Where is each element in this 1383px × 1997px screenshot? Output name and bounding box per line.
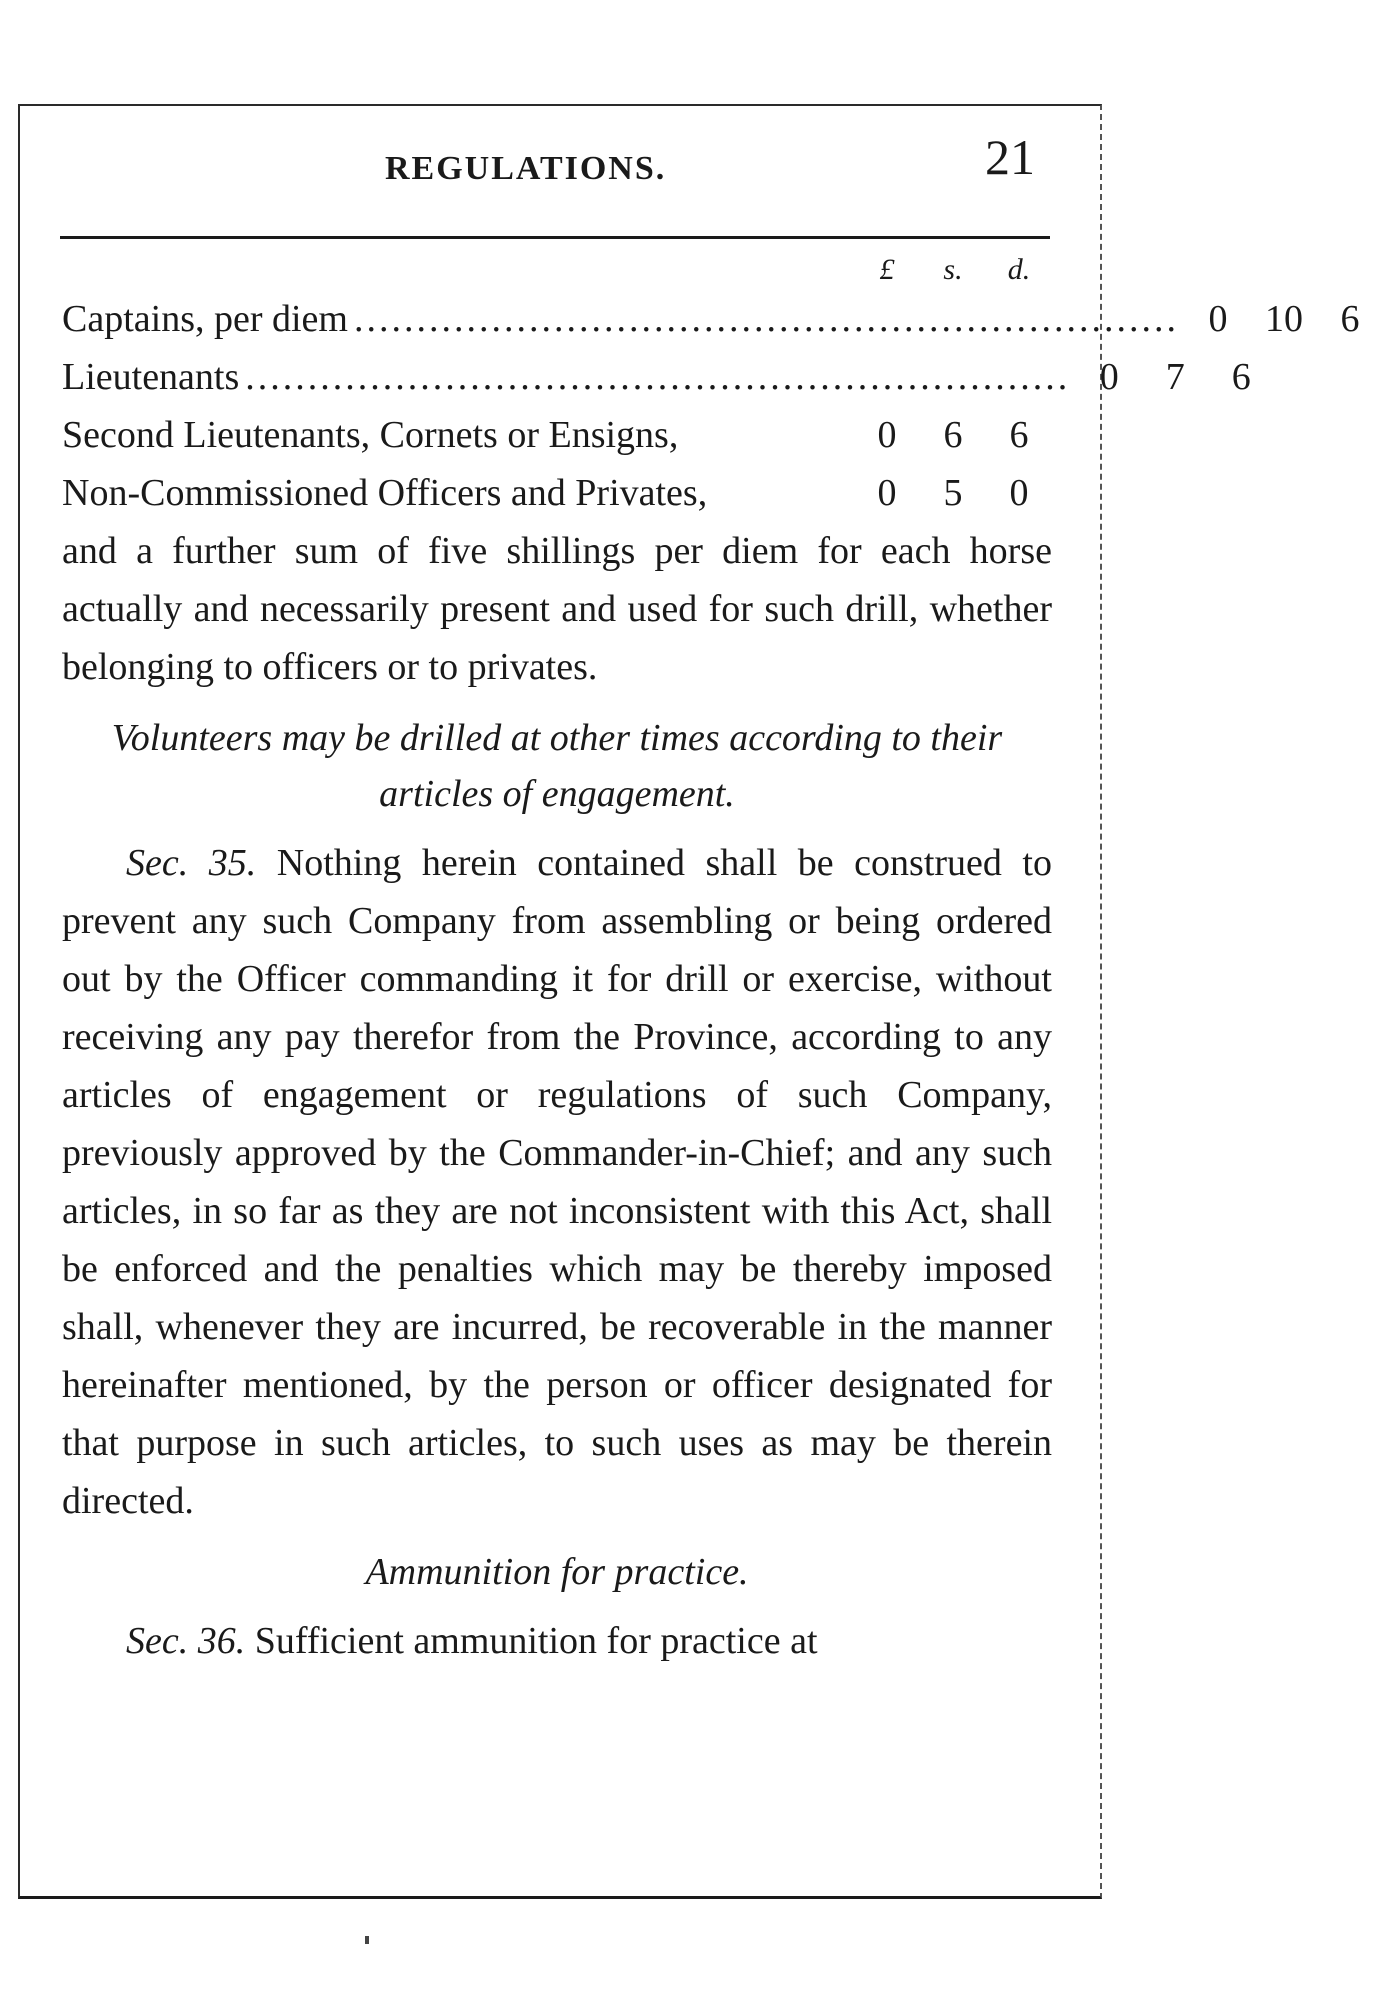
page-body: [62, 250, 1360, 1670]
currency-header-pounds: £: [879, 253, 895, 286]
pay-row-amounts: [854, 406, 1052, 464]
pay-row-lieutenants: [62, 348, 1251, 406]
pay-pence: 6: [1340, 298, 1360, 340]
currency-header-pence: d.: [1007, 253, 1031, 286]
currency-header-row: [62, 250, 1052, 290]
pay-shillings: 7: [1165, 356, 1185, 398]
section-35: [62, 834, 1052, 1530]
running-head: REGULATIONS.: [385, 150, 667, 187]
currency-header-shillings: s.: [943, 253, 963, 286]
section-36: [62, 1612, 1052, 1670]
side-heading-ammunition: Ammunition for practice.: [365, 1551, 749, 1593]
pay-pence: 6: [1009, 414, 1029, 456]
pay-row-label: Lieutenants: [62, 356, 240, 398]
pay-shillings: 5: [943, 472, 963, 514]
continuation-paragraph: and a further sum of five shillings per diem for each horse actually and necessarily present and used for such drill, whether belonging to officers or to privates.: [62, 530, 1052, 688]
pay-row-privates: [62, 464, 1052, 522]
pay-pounds: 0: [877, 472, 897, 514]
page-header: [0, 0, 1291, 240]
section-text: Nothing herein contained shall be construed to prevent any such Company from assembling or being ordered out by the Officer commanding it for drill or exercise, without receiving any pay therefor from the Province, according to any articles of engagement or regulations of such Company, previously approved by the Commander-in-Chief; and any such articles, in so far as they are not inconsistent with this Act, shall be enforced and the penalties which may be thereby imposed shall, whenever they are incurred, be recoverable in the manner hereinafter mentioned, by the person or officer designated for that purpose in such articles, to such uses as may be therein directed.: [62, 842, 1052, 1522]
pay-row-label: Non-Commissioned Officers and Privates,: [62, 472, 708, 514]
page-number: 21: [985, 129, 1035, 185]
pay-shillings: 6: [943, 414, 963, 456]
stray-ink-mark: [365, 1936, 369, 1944]
dot-leader: ..................................................................: [353, 298, 1179, 340]
pay-pounds: 0: [1099, 356, 1119, 398]
pay-row-amounts: [854, 464, 1052, 522]
pay-pence: 6: [1231, 356, 1251, 398]
pay-row-label: Captains, per diem: [62, 298, 348, 340]
dot-leader: ..................................................................: [245, 356, 1071, 398]
pay-pounds: 0: [1208, 298, 1228, 340]
pay-shillings: 10: [1264, 298, 1303, 340]
pay-row-amounts: [1185, 290, 1383, 348]
section-label: Sec. 35.: [126, 842, 257, 884]
section-label: Sec. 36.: [126, 1620, 246, 1662]
pay-pence: 0: [1009, 472, 1029, 514]
pay-row-captains: [62, 290, 1360, 348]
pay-row-second-lieutenants: [62, 406, 1052, 464]
pay-row-amounts: [1076, 348, 1274, 406]
pay-row-label: Second Lieutenants, Cornets or Ensigns,: [62, 414, 679, 456]
pay-pounds: 0: [877, 414, 897, 456]
header-rule: [60, 236, 1050, 239]
section-text: Sufficient ammunition for practice at: [254, 1620, 818, 1662]
side-heading-volunteers: Volunteers may be drilled at other times according to their articles of engagement.: [111, 717, 1003, 815]
